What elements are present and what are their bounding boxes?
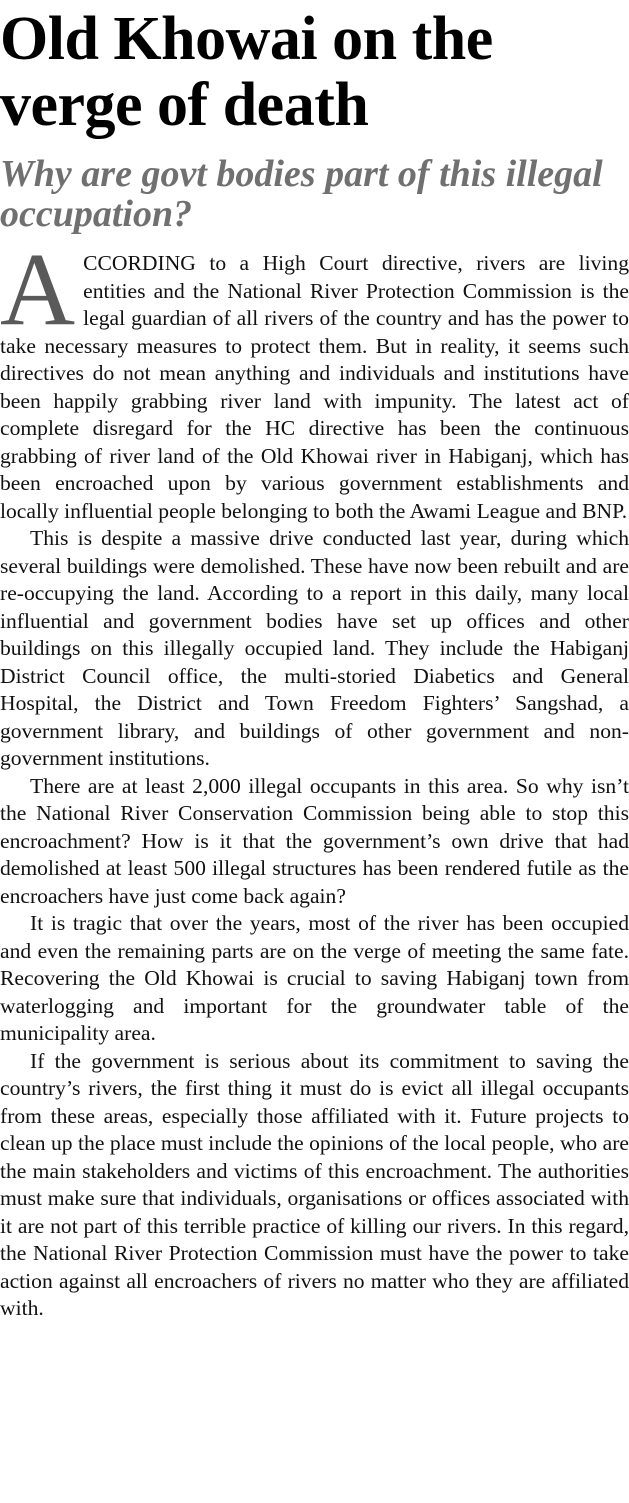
paragraph-4: It is tragic that over the years, most of the river has been occupied and even the remaining parts are on the verge of meeting the same fate. Recovering the Old Khowai is crucial to saving Habiganj town from waterlogging and important for the groundwater table of the municipality area. bbox=[0, 911, 629, 1045]
drop-cap: A bbox=[0, 232, 76, 347]
paragraph-5: If the government is serious about its commitment to saving the country’s rivers, the first thing it must do is evict all illegal occupants from these areas, especially those affiliated with it. Future projects to clean up the place must include the opinions of the local people, who are the main stakeholders and victims of this encroachment. The authorities must make sure that individuals, organisations or offices associated with it are not part of this terrible practice of killing our rivers. In this regard, the National River Protection Commission must have the power to take action against all encroachers of rivers no matter who they are affiliated with. bbox=[0, 1048, 629, 1320]
paragraph-3: There are at least 2,000 illegal occupants in this area. So why isn’t the National River Conservation Commission being able to stop this encroachment? How is it that the government’s own drive that had demolished at least 500 illegal structures has been rendered futile as the encroachers have just come back again? bbox=[0, 773, 629, 908]
article-body bbox=[0, 232, 629, 1323]
paragraph-1 bbox=[0, 232, 629, 525]
subheadline: Why are govt bodies part of this illegal occupation? bbox=[0, 153, 603, 235]
paragraph-2: This is despite a massive drive conducted last year, during which several buildings were demolished. These have now been rebuilt and are re-occupying the land. According to a report in this daily, many local influential and government bodies have set up offices and other buildings on this illegally occupied land. They include the Habiganj District Council office, the multi-storied Diabetics and General Hospital, the District and Town Freedom Fighters’ Sangshad, a government library, and buildings of other government and non-government institutions. bbox=[0, 526, 629, 770]
paragraph-1-text: CCORDING to a High Court directive, rivers are living entities and the National River Protection Commission is the legal guardian of all rivers of the country and has the power to take necessary measures to protect them. But in reality, it seems such directives do not mean anything and individuals and institutions have been happily grabbing river land with impunity. The latest act of complete disregard for the HC directive has been the continuous grabbing of river land of the Old Khowai river in Habiganj, which has been encroached upon by various government establishments and locally influential people belonging to both the Awami League and BNP. bbox=[0, 251, 629, 523]
headline: Old Khowai on the verge of death bbox=[0, 5, 493, 139]
